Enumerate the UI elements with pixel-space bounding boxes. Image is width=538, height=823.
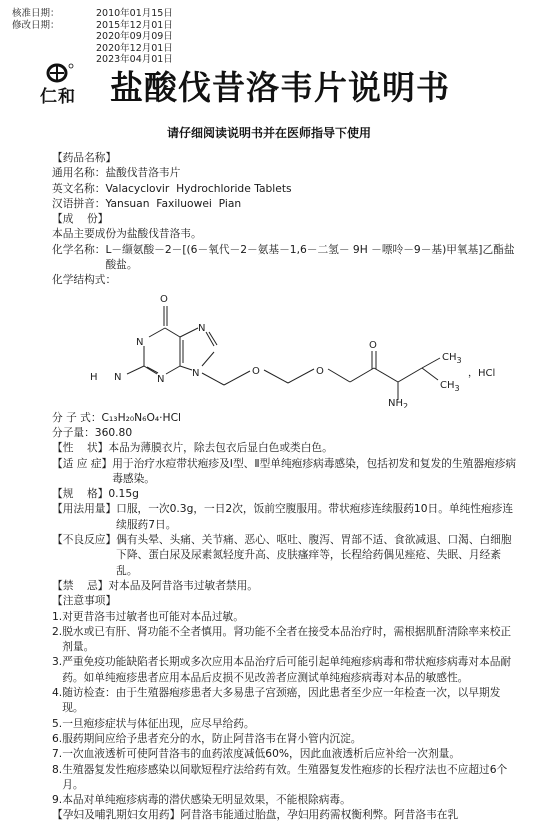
dosage-value: 口服，一次0.3g，一日2次，饭前空腹服用。带状疱疹连续服药10日。单纯性疱疹连续服药7日。	[116, 502, 514, 531]
chemical-structure-diagram	[52, 288, 518, 408]
revision-dates	[12, 8, 173, 66]
molecular-weight-label: 分子量：	[52, 425, 95, 439]
contraindications-value: 对本品及阿昔洛韦过敏者禁用。	[108, 578, 258, 592]
atom-o-ether: O	[252, 365, 260, 377]
brand-logo	[34, 62, 94, 107]
properties-value: 本品为薄膜衣片，除去包衣后显白色或类白色。	[108, 441, 333, 455]
revision-date: 2015年12月01日	[96, 19, 173, 31]
atom-h-amino: H	[90, 371, 98, 383]
properties-label: 【性 状】	[52, 441, 109, 455]
chemical-structure	[52, 288, 518, 408]
logo-mark-icon	[44, 62, 74, 84]
indications-label: 【适 应 症】	[52, 456, 113, 470]
chemical-name-line	[52, 242, 518, 273]
atom-o-carbonyl-ring: O	[160, 293, 168, 305]
molecular-formula-label: 分 子 式：	[52, 410, 102, 424]
salt-hcl: ，HCl	[468, 367, 496, 379]
section-heading-precautions: 【注意事项】	[52, 594, 117, 608]
list-item: 4. 随访检查：由于生殖器疱疹患者大多易患子宫颈癌，因此患者至少应一年检查一次，以早期发现。	[52, 686, 501, 715]
atom-o-carbonyl: O	[369, 339, 377, 351]
generic-name-label: 通用名称：	[52, 166, 106, 180]
contraindications-section	[52, 578, 518, 593]
group-ch3-bottom: $CH_3$	[440, 379, 460, 393]
list-item: 5. 一旦疱疹症状与体征出现，应尽早给药。	[52, 716, 255, 730]
list-item: 9. 本品对单纯疱疹病毒的潜伏感染无明显效果，不能根除病毒。	[52, 793, 351, 807]
adverse-reactions-label: 【不良反应】	[52, 533, 117, 547]
approval-date-label: 核准日期：	[12, 8, 60, 19]
list-item: 6. 服药期间应给予患者充分的水，防止阿昔洛韦在肾小管内沉淀。	[52, 731, 362, 745]
document-subtitle: 请仔细阅读说明书并在医师指导下使用	[166, 126, 371, 140]
molecular-weight-value: 360.80	[94, 425, 133, 439]
atom-n7: N	[198, 322, 206, 334]
specification-section	[52, 486, 518, 501]
document-title: 盐酸伐昔洛韦片说明书	[110, 68, 450, 107]
specification-value: 0.15g	[108, 487, 139, 501]
revision-date-label: 修改日期：	[12, 19, 60, 31]
revision-date: 2020年12月01日	[96, 42, 173, 54]
properties-section	[52, 440, 518, 455]
pinyin-name-value: Yansuan Faxiluowei Pian	[105, 196, 242, 210]
specification-label: 【规 格】	[52, 487, 109, 501]
generic-name-line	[52, 165, 518, 180]
group-nh2: $NH_2$	[388, 397, 409, 408]
revision-date: 2020年09月09日	[96, 31, 173, 42]
composition-main: 本品主要成份为盐酸伐昔洛韦。	[52, 227, 202, 241]
adverse-reactions-value: 偶有头晕、头痛、关节痛、恶心、呕吐、腹泻、胃部不适、食欲减退、口渴、白细胞下降、蛋白尿及尿素氮轻度升高、皮肤瘙痒等，长程给药偶见痤疮、失眠、月经紊乱。	[116, 533, 512, 577]
english-name-value: Valacyclovir Hydrochloride Tablets	[105, 181, 292, 195]
generic-name-value: 盐酸伐昔洛韦片	[105, 166, 181, 180]
section-heading-composition: 【成 份】	[52, 212, 109, 226]
structure-label: 化学结构式：	[52, 273, 117, 287]
dosage-section	[52, 501, 518, 532]
chemical-name-value: L－缬氨酸－2－[(6－氧代－2－氨基－1,6－二氢－ 9H －嘌呤－9－基)甲氧基]乙酯盐酸盐。	[105, 242, 515, 272]
atom-n1: N	[136, 336, 144, 348]
brand-name: 仁和	[40, 87, 76, 107]
chemical-name-label: 化学名称：	[52, 242, 106, 256]
group-ch3-top: $CH_3$	[442, 351, 462, 365]
atom-n-amino: N	[114, 371, 122, 383]
section-heading-drug-name: 【药品名称】	[52, 151, 117, 164]
pinyin-name-line	[52, 196, 518, 211]
dosage-label: 【用法用量】	[52, 502, 117, 516]
molecular-formula-value: C₁₃H₂₀N₆O₄·HCl	[101, 410, 182, 424]
adverse-reactions-section	[52, 532, 518, 578]
list-item: 3. 严重免疫功能缺陷者长期或多次应用本品治疗后可能引起单纯疱疹病毒和带状疱疹病毒对本品耐药。如单纯疱疹患者应用本品后皮损不见改善者应测试单纯疱疹病毒对本品的敏感性。	[52, 655, 512, 684]
revision-date: 2023年04月01日	[96, 54, 173, 65]
pregnancy-label: 【孕妇及哺乳期妇女用药】	[52, 808, 181, 822]
indications-value: 用于治疗水痘带状疱疹及Ⅰ型、Ⅱ型单纯疱疹病毒感染，包括初发和复发的生殖器疱疹病毒感染。	[112, 456, 517, 485]
pregnancy-section	[52, 807, 518, 822]
molecular-formula-line	[52, 410, 518, 425]
list-item: 2. 脱水或已有肝、肾功能不全者慎用。肾功能不全者在接受本品治疗时，需根据肌酐清除率来校正剂量。	[52, 624, 512, 654]
contraindications-label: 【禁 忌】	[52, 578, 109, 592]
precautions-list	[52, 609, 518, 808]
leaflet-body	[52, 150, 518, 823]
list-item: 1. 对更昔洛韦过敏者也可能对本品过敏。	[52, 609, 244, 623]
molecular-weight-line	[52, 425, 518, 440]
pinyin-name-label: 汉语拼音：	[52, 196, 106, 210]
english-name-line	[52, 181, 518, 196]
atom-n9: N	[192, 367, 200, 379]
indications-section	[52, 456, 518, 487]
atom-o-ester: O	[316, 365, 324, 377]
approval-date: 2010年01月15日	[96, 8, 173, 19]
english-name-label: 英文名称：	[52, 181, 106, 195]
list-item: 7. 一次血液透析可使阿昔洛韦的血药浓度减低60%，因此血液透析后应补给一次剂量。	[52, 747, 461, 761]
list-item: 8. 生殖器复发性疱疹感染以间歇短程疗法给药有效。生殖器复发性疱疹的长程疗法也不应超过6个月。	[52, 762, 508, 791]
pregnancy-value: 阿昔洛韦能通过胎盘，孕妇用药需权衡利弊。阿昔洛韦在乳	[180, 808, 459, 822]
atom-n3: N	[157, 373, 165, 385]
